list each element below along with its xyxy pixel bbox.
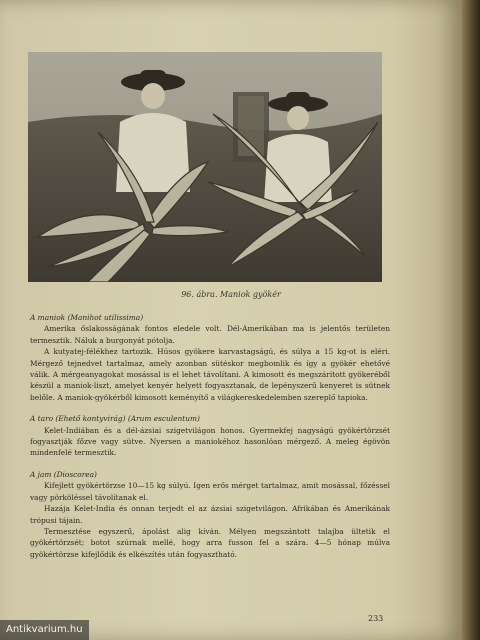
section-heading-manioc: A maniok (Manihot utilissima) (30, 313, 144, 322)
paragraph: Hazája Kelet-India és onnan terjedt el az ázsiai szigetvilágon. Afrikában és Amerikának trópusi tájain. (30, 504, 390, 525)
paragraph: Kelet-Indiában és a dél-ázsiai szigetvilágon honos. Gyermekfej nagyságú gyökértörzsét fogyasztják főzve vagy sütve. Nyersen a maniokéhoz hasonlóan mérgező. A meleg égövön mindenfelé termesztik. (30, 425, 390, 458)
figure-photo (28, 52, 382, 282)
paragraph: A kutyatej-félékhez tartozik. Húsos gyökere karvastagságú, és súlya a 15 kg-ot is eléri. Mérgező tejnedvet tartalmaz, amely azonban sütéskor megbomlik és így a gyökér ehetővé válik. A mérgeanyagokat mosással is el lehet távolítani. A kimosott és megszárított gyökeréből készül a maniok-liszt, amelyet kenyér helyett fogyasztanak, de lepényszerű kenyeret is sütnek belőle. A maniok-gyökérből kimosott keményítő a világkereskedelemben szereplő tapioka. (30, 347, 390, 402)
page-number: 233 (368, 614, 384, 623)
body-text (30, 312, 390, 560)
manioc-root-photo (28, 52, 382, 282)
section-heading-taro: A taro (Ehető kontyvirág) (Arum esculentum) (30, 414, 200, 424)
watermark: Antikvarium.hu (0, 620, 89, 640)
section-heading-yam: A jam (Dioscorea) (30, 469, 97, 479)
figure-caption: 96. ábra. Maniok gyökér (181, 290, 281, 299)
paragraph: Kifejlett gyökértörzse 10—15 kg súlyú. Igen erős mérget tartalmaz, amit mosással, főzéssel vagy pörköléssel távolítanak el. (30, 481, 390, 502)
paragraph: Termesztése egyszerű, ápolást alig kíván. Mélyen megszántott talajba ültetik el gyökértörzsét; botot szúrnak mellé, hogy arra fusson fel a szára. 4—5 hónap múlva gyökértörzse kifejlődik és elkészítés után fogyasztható. (30, 526, 390, 559)
paragraph: Amerika őslakosságának fontos eledele volt. Dél-Amerikában ma is jelentős területen termesztik. Náluk a burgonyát pótolja. (30, 324, 390, 345)
book-spine-edge (462, 0, 480, 640)
